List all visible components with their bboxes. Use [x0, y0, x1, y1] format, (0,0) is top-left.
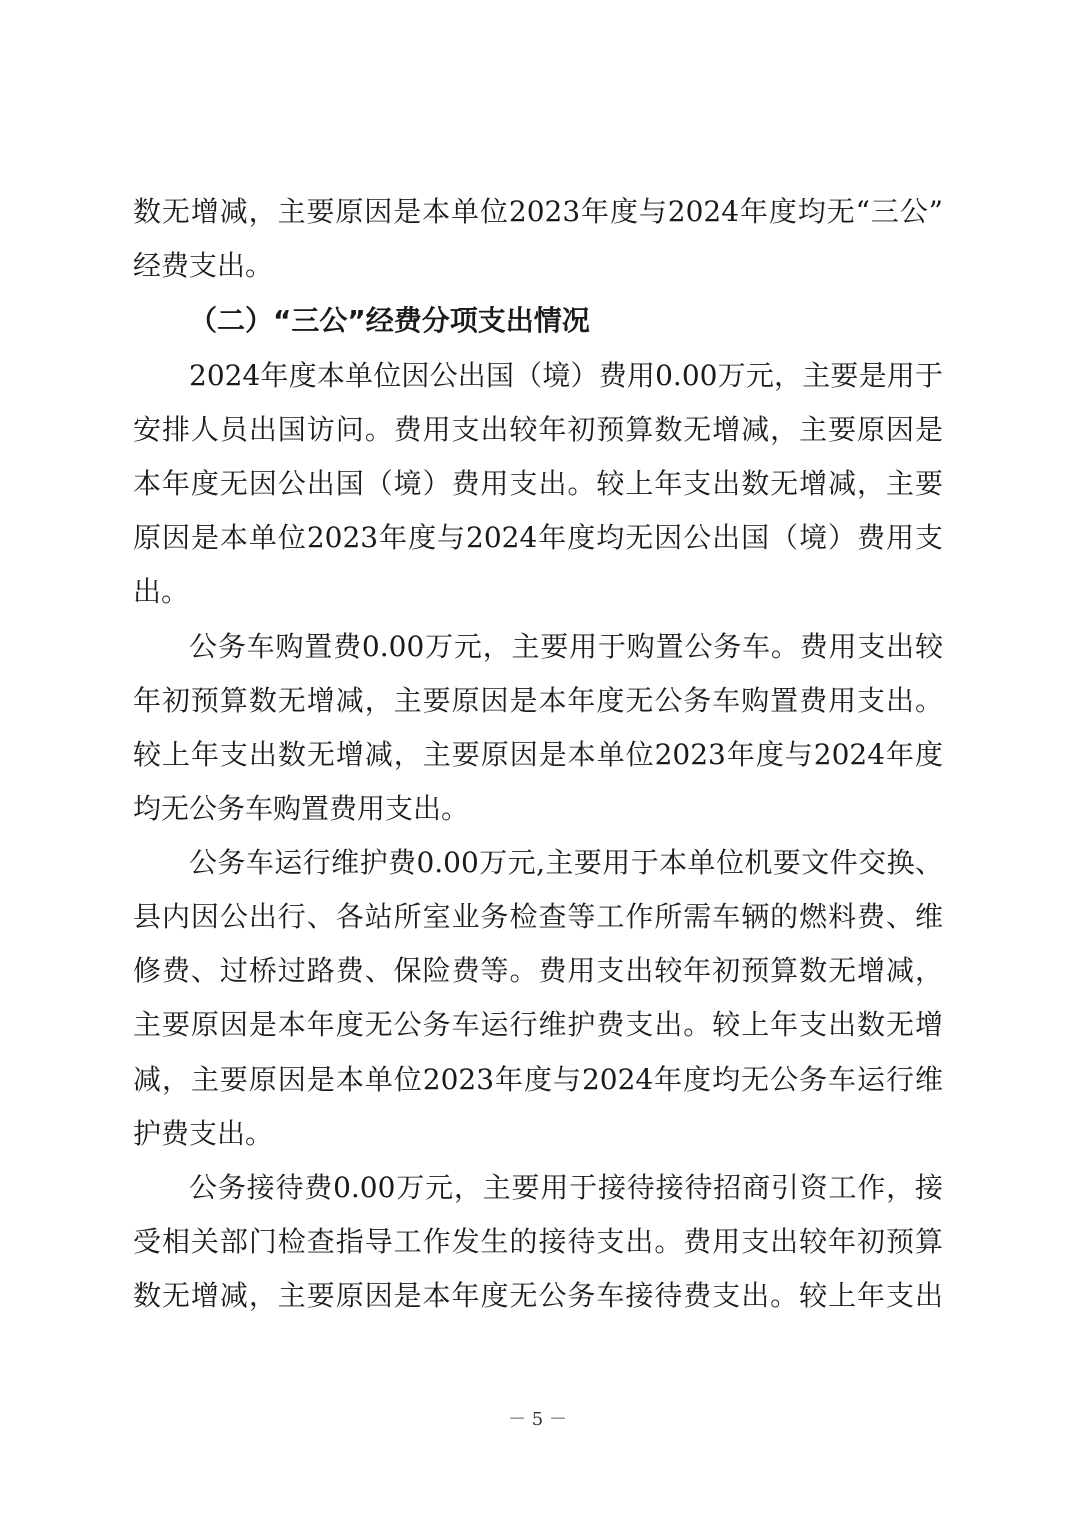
body-line: 修费、过桥过路费、保险费等。费用支出较年初预算数无增减，	[133, 954, 943, 987]
body-line: 主要原因是本年度无公务车运行维护费支出。较上年支出数无增	[133, 1008, 943, 1041]
body-line: 护费支出。	[133, 1117, 274, 1150]
section-heading: （二）“三公”经费分项支出情况	[189, 304, 590, 337]
body-line: 数无增减，主要原因是本年度无公务车接待费支出。较上年支出	[133, 1279, 943, 1312]
body-line: 出。	[133, 575, 190, 608]
page-number: － 5 －	[508, 1409, 567, 1430]
body-line: 2024年度本单位因公出国（境）费用0.00万元，主要是用于	[189, 359, 943, 392]
body-line: 公务接待费0.00万元，主要用于接待接待招商引资工作，接	[189, 1171, 943, 1204]
body-line: 受相关部门检查指导工作发生的接待支出。费用支出较年初预算	[133, 1225, 943, 1258]
body-line: 数无增减，主要原因是本单位2023年度与2024年度均无“三公”	[133, 195, 943, 228]
body-line: 均无公务车购置费用支出。	[133, 792, 470, 825]
body-line: 减，主要原因是本单位2023年度与2024年度均无公务车运行维	[133, 1063, 943, 1096]
body-line: 公务车运行维护费0.00万元,主要用于本单位机要文件交换、	[189, 846, 943, 879]
body-line: 原因是本单位2023年度与2024年度均无因公出国（境）费用支	[133, 521, 943, 554]
body-line: 公务车购置费0.00万元，主要用于购置公务车。费用支出较	[189, 630, 943, 663]
body-line: 较上年支出数无增减，主要原因是本单位2023年度与2024年度	[133, 738, 943, 771]
body-line: 经费支出。	[133, 249, 274, 282]
body-line: 本年度无因公出国（境）费用支出。较上年支出数无增减，主要	[133, 467, 943, 500]
body-line: 县内因公出行、各站所室业务检查等工作所需车辆的燃料费、维	[133, 900, 943, 933]
body-line: 安排人员出国访问。费用支出较年初预算数无增减，主要原因是	[133, 413, 943, 446]
body-line: 年初预算数无增减，主要原因是本年度无公务车购置费用支出。	[133, 684, 943, 717]
